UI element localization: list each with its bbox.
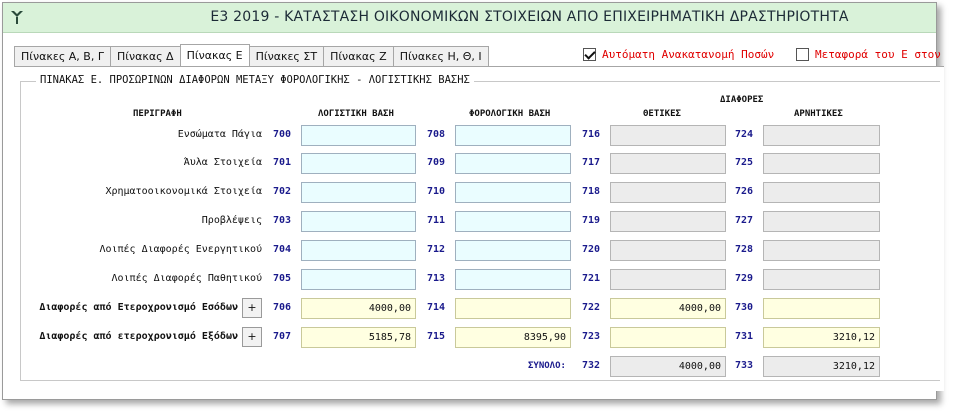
amount-field[interactable]: 4000,00 [610,298,726,319]
amount-field[interactable] [610,211,726,232]
transfer-checkbox[interactable] [796,48,809,61]
field-code: 724 [735,129,754,140]
field-code: 713 [427,273,446,284]
field-code: 723 [582,331,601,342]
amount-field[interactable] [763,298,880,319]
field-code: 701 [273,157,292,168]
amount-field[interactable] [301,182,416,203]
table-e-title: ΠΙΝΑΚΑΣ Ε. ΠΡΟΣΩΡΙΝΩΝ ΔΙΑΦΟΡΩΝ ΜΕΤΑΞΥ ΦΟΡΟΛΟΓΙΚΗΣ - ΛΟΓΙΣΤΙΚΗΣ ΒΑΣΗΣ [36,74,474,86]
field-code: 719 [582,215,601,226]
expand-row-button[interactable]: + [242,327,262,347]
expand-row-button[interactable]: + [242,298,262,318]
auto-redistribute-checkbox[interactable] [583,48,596,61]
amount-field[interactable] [610,269,726,290]
amount-field[interactable] [301,211,416,232]
amount-field[interactable] [763,153,880,174]
tab-table-z[interactable]: Πίνακας Ζ [323,46,394,66]
tab-tables-a-b-c[interactable]: Πίνακες Α, Β, Γ [14,46,111,66]
amount-field[interactable] [610,125,726,146]
row-description: Διαφορές από Ετεροχρονισμό Εσόδων [39,302,238,313]
amount-field[interactable]: 3210,12 [763,327,880,348]
field-code: 727 [735,215,754,226]
amount-field[interactable] [301,240,416,261]
total-amount-field: 3210,12 [763,356,880,377]
title-bar [3,3,936,33]
field-code: 702 [273,186,292,197]
amount-field[interactable] [301,125,416,146]
field-code: 709 [427,157,446,168]
field-code: 730 [735,302,754,313]
field-code: 712 [427,244,446,255]
header-positive: ΘΕΤΙΚΕΣ [643,109,681,119]
tab-table-e[interactable]: Πίνακας Ε [180,44,250,66]
amount-field[interactable] [455,125,571,146]
field-code: 706 [273,302,292,313]
total-field-code: 732 [582,360,601,371]
amount-field[interactable] [455,298,571,319]
field-code: 707 [273,331,292,342]
amount-field[interactable] [763,211,880,232]
row-description: Άυλα Στοιχεία [183,157,262,168]
field-code: 718 [582,186,601,197]
amount-field[interactable]: 5185,78 [301,327,416,348]
row-description: Χρηματοοικονομικά Στοιχεία [105,186,262,197]
amount-field[interactable] [610,240,726,261]
field-code: 721 [582,273,601,284]
field-code: 725 [735,157,754,168]
amount-field[interactable] [455,240,571,261]
transfer-label: Μεταφορά του Ε στον [815,48,941,61]
row-description: Διαφορές από ετεροχρονισμό Εξόδων [39,331,238,342]
auto-redistribute-label: Αυτόματη Ανακατανομή Ποσών [602,48,775,61]
field-code: 731 [735,331,754,342]
field-code: 728 [735,244,754,255]
tab-tables-h-th-i[interactable]: Πίνακες Η, Θ, Ι [393,46,489,66]
amount-field[interactable] [455,182,571,203]
field-code: 708 [427,129,446,140]
field-code: 726 [735,186,754,197]
amount-field[interactable] [455,211,571,232]
amount-field[interactable] [763,240,880,261]
field-code: 720 [582,244,601,255]
amount-field[interactable] [301,269,416,290]
amount-field[interactable] [763,182,880,203]
transfer-option[interactable] [796,48,941,61]
tab-table-d[interactable]: Πίνακας Δ [110,46,181,66]
auto-redistribute-option[interactable] [583,48,774,61]
header-accounting-basis: ΛΟΓΙΣΤΙΚΗ ΒΑΣΗ [318,109,394,119]
row-description: Λοιπές Διαφορές Ενεργητικού [99,244,262,255]
field-code: 711 [427,215,446,226]
amount-field[interactable]: 4000,00 [301,298,416,319]
field-code: 705 [273,273,292,284]
header-description: ΠΕΡΙΓΡΑΦΗ [133,109,182,119]
header-tax-basis: ΦΟΡΟΛΟΓΙΚΗ ΒΑΣΗ [469,109,551,119]
header-differences: ΔΙΑΦΟΡΕΣ [720,95,764,105]
field-code: 710 [427,186,446,197]
row-description: Ενσώματα Πάγια [177,129,262,140]
total-amount-field: 4000,00 [610,356,726,377]
field-code: 700 [273,129,292,140]
field-code: 716 [582,129,601,140]
amount-field[interactable] [610,327,726,348]
amount-field[interactable] [610,153,726,174]
field-code: 715 [427,331,446,342]
header-negative: ΑΡΝΗΤΙΚΕΣ [794,109,843,119]
tab-bar [14,44,488,66]
amount-field[interactable] [763,269,880,290]
field-code: 722 [582,302,601,313]
total-field-code: 733 [735,360,754,371]
amount-field[interactable] [455,153,571,174]
field-code: 729 [735,273,754,284]
row-description: Λοιπές Διαφορές Παθητικού [111,273,262,284]
field-code: 714 [427,302,446,313]
total-label: ΣΥΝΟΛΟ: [528,361,566,371]
amount-field[interactable] [610,182,726,203]
field-code: 704 [273,244,292,255]
amount-field[interactable]: 8395,90 [455,327,571,348]
amount-field[interactable] [455,269,571,290]
window-title: Ε3 2019 - ΚΑΤΑΣΤΑΣΗ ΟΙΚΟΝΟΜΙΚΩΝ ΣΤΟΙΧΕΙΩΝ ΑΠΟ ΕΠΙΧΕΙΡΗΜΑΤΙΚΗ ΔΡΑΣΤΗΡΙΟΤΗΤΑ [210,9,849,25]
field-code: 717 [582,157,601,168]
field-code: 703 [273,215,292,226]
amount-field[interactable] [301,153,416,174]
tab-tables-st[interactable]: Πίνακες ΣΤ [249,46,324,66]
row-description: Προβλέψεις [201,215,262,226]
amount-field[interactable] [763,125,880,146]
